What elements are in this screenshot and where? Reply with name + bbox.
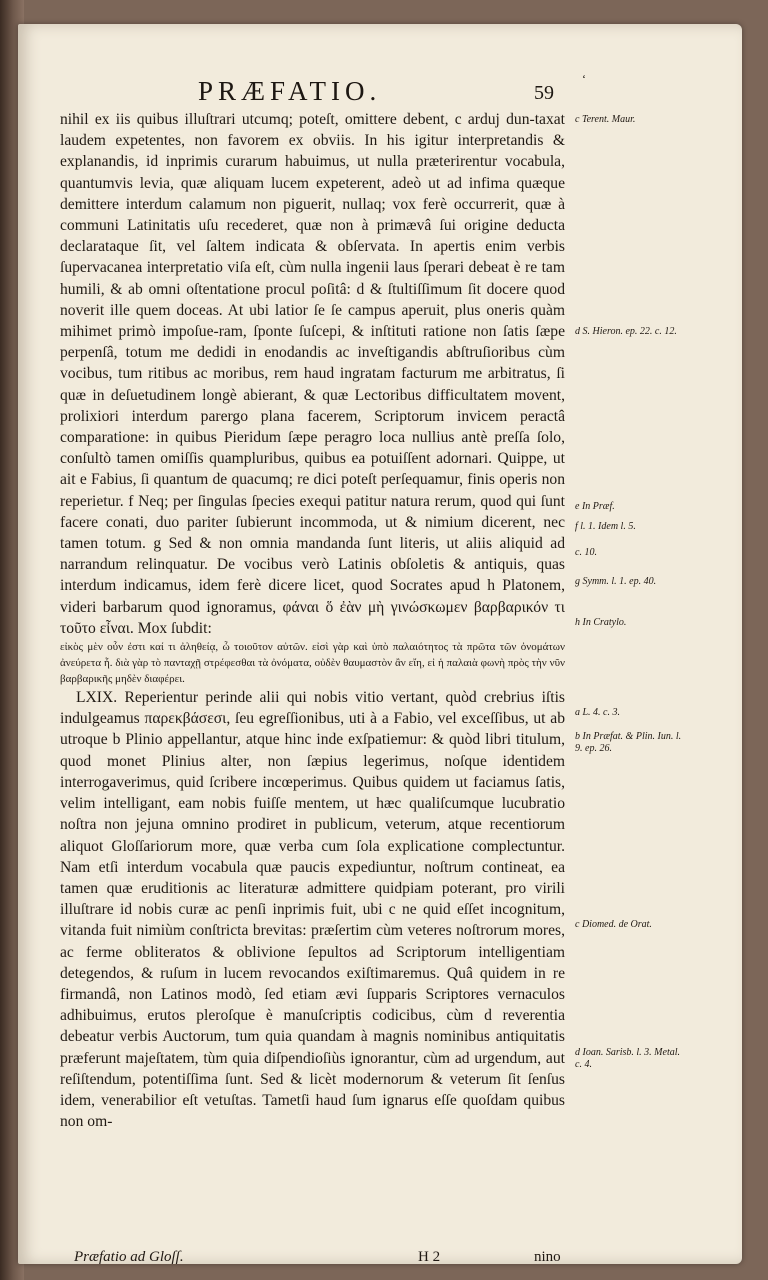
signature-mark: H 2 xyxy=(418,1249,441,1265)
margin-note: d Ioan. Sarisb. l. 3. Metal. c. 4. xyxy=(575,1047,680,1070)
running-title: PRÆFATIO. xyxy=(198,76,382,106)
margin-note: e In Præf. xyxy=(575,501,615,512)
margin-note: h In Cratylo. xyxy=(575,617,627,628)
page-footer xyxy=(18,1249,742,1273)
margin-note: g Symm. l. 1. ep. 40. xyxy=(575,576,657,587)
paragraph-1: nihil ex iis quibus illuſtrari utcumq; poteſt, omittere debent, c arduj dun-taxat laudem expetentes, non favorem ex obviis. In his igitur interpretandis & explanandis, id inprimis curarum habuimus, ut nulla præterirentur vocabula, quantumvis levia, quæ aliquam lucem expeterent, adeò ut ad infima quæque demittere interdum calamum non piguerit, nullaq; vox ferè occurrerit, quæ à communi Latinitatis uſu recederet, quæ non à primævâ ſui origine deducta declarataque ſit, vel ſaltem indicata & obſervata. In apertis enim verbis ſupervacanea interpretatio viſa eſt, cùm nulla ingenii laus ſperari debeat è re tam humili, & ab omni oſtentatione procul poſitâ: d & ſtultiſſimum ſit docere quod noverit ille quem doceas. At ubi latior ſe ſe campus aperuit, plus oneris quàm mihimet primò impoſue-ram, ſponte ſuſcepi, & inſtituti ratione non ſatis ſæpe perpenſâ, totum me dedidi in enodandis ac inveſtigandis abſtruſioribus cùm vocibus, tum ritibus ac moribus, rem haud ingratam facturum me arbitratus, ſi quæ in deſuetudinem longè abierant, & quæ Lectoribus difficultatem movent, prolixiori interdum parergo plana facerem, Scriptorum invicem peractâ comparatione: in quibus Pieridum ſæpe peragro loca nullius antè preſſa ſolo, conſultò tamen omiſſis quampluribus, quibus ea potuiſſent adornari. Quippe, ut ait e Fabius, ſi quantum de quacumq; re dici poteſt perſequamur, finis operis non reperietur. f Neq; per ſingulas ſpecies exequi patitur natura rerum, quod qui ſunt facere conati, duo pariter ſubierunt incommoda, ut & nimium dicerent, nec tamen totum. g Sed & non omnia mandanda ſunt literis, ut aliis aliquid ad narrandum relinquatur. De vocibus verò Latinis obſoletis & antiquis, quas interdum indicamus, idem ferè dicere licet, quod Socrates apud h Platonem, videri barbarum quod ignoramus, φάναι ὅ ἐὰν μὴ γινώσκωμεν βαρβαρικόν τι τοῦτο εἶναι. Mox ſubdit: xyxy=(60,111,565,637)
corner-mark: ‘ xyxy=(582,72,586,86)
margin-note: a L. 4. c. 3. xyxy=(575,707,620,718)
page-header xyxy=(18,74,742,114)
margin-note: f l. 1. Idem l. 5. xyxy=(575,521,636,532)
greek-quotation: εἰκὸς μὲν οὖν ἐστι καί τι ἀληθείᾳ, ὦ τοιοῦτον αὐτῶν. εἰσὶ γὰρ καὶ ὑπὸ παλαιότητος τὰ πρῶτα τῶν ὀνομάτων ἀνεύρετα ἦ. διὰ γὰρ τὸ πανταχῇ στρέφεσθαι τὰ ὀνόματα, οὐδὲν θαυμαστὸν ἂν εἴη, εἰ ἡ παλαιὰ φωνὴ πρὸς τὴν νῦν βαρβαρικῆς μηδὲν διαφέρει. xyxy=(60,641,565,686)
margin-note: b In Præfat. & Plin. Iun. l. 9. ep. 26. xyxy=(575,731,682,754)
footer-title: Præfatio ad Gloſſ. xyxy=(74,1249,184,1265)
paragraph-2: LXIX. Reperientur perinde alii qui nobis vitio vertant, quòd crebrius iſtis indulgeamus παρεκβάσεσι, ſeu egreſſionibus, uti à a Fabio, vel exceſſibus, ut ab utroque b Plinio appellantur, atque hinc inde exſpatiemur: & quòd libri titulum, quod monet Plinius alter, non ſæpius legerimus, noſque identidem interrogaverimus, quid ſcribere incœperimus. Quibus quidem ut faciamus ſatis, velim intelligant, eam nobis fuiſſe mentem, ut hæc qualiſcumque lucubratio noſtra non jejuna omnino prodiret in publicum, veterum, atque recentiorum aliquot Gloſſariorum more, quæ verba cum ſola explicatione complectuntur. Nam etſi interdum vocabula quæ paucis expediuntur, noſtrum contineat, ea tamen quæ eruditionis ac literaturæ admittere quidpiam poterant, pro virili illuſtrare id nobis curæ ac penſi inprimis fuit, ubi c ne quid eſſet incognitum, vitanda fuit nimiùm conſtricta brevitas: præſertim cùm veteres noſtrorum mores, ac ferme obliteratos & oblivione ſepultos ad Scriptorum intelligentiam detegendos, & ruſum in lucem revocandos exiſtimaremus. Quâ quidem in re firmandâ, non Latinos modò, ſed etiam ævi ſupparis Scriptores vernaculos adhibuimus, erutos pleroſque è manuſcriptis codicibus, cùm d reverentia debeatur verbis Auctorum, tum quia quandam à magnis nominibus antiquitatis præferunt majeſtatem, tùm quia diſpendioſiùs ignorantur, cùm ad urgendum, aut reſiſtendum, potentiſſima ſunt. Sed & licèt modernorum & veterum ſit ſenſus idem, venerabilior eſt vetuſtas. Tametſi haud ſum ignarus eſſe quoſdam quibus non om- xyxy=(60,689,565,1131)
margin-note: c Diomed. de Orat. xyxy=(575,919,652,930)
margin-note: c Terent. Maur. xyxy=(575,114,636,125)
catchword: nino xyxy=(534,1249,561,1265)
margin-note: d S. Hieron. ep. 22. c. 12. xyxy=(575,326,677,337)
book-page xyxy=(18,24,742,1264)
main-text xyxy=(60,109,565,1132)
page-number: 59 xyxy=(534,82,554,104)
margin-note: c. 10. xyxy=(575,547,597,558)
